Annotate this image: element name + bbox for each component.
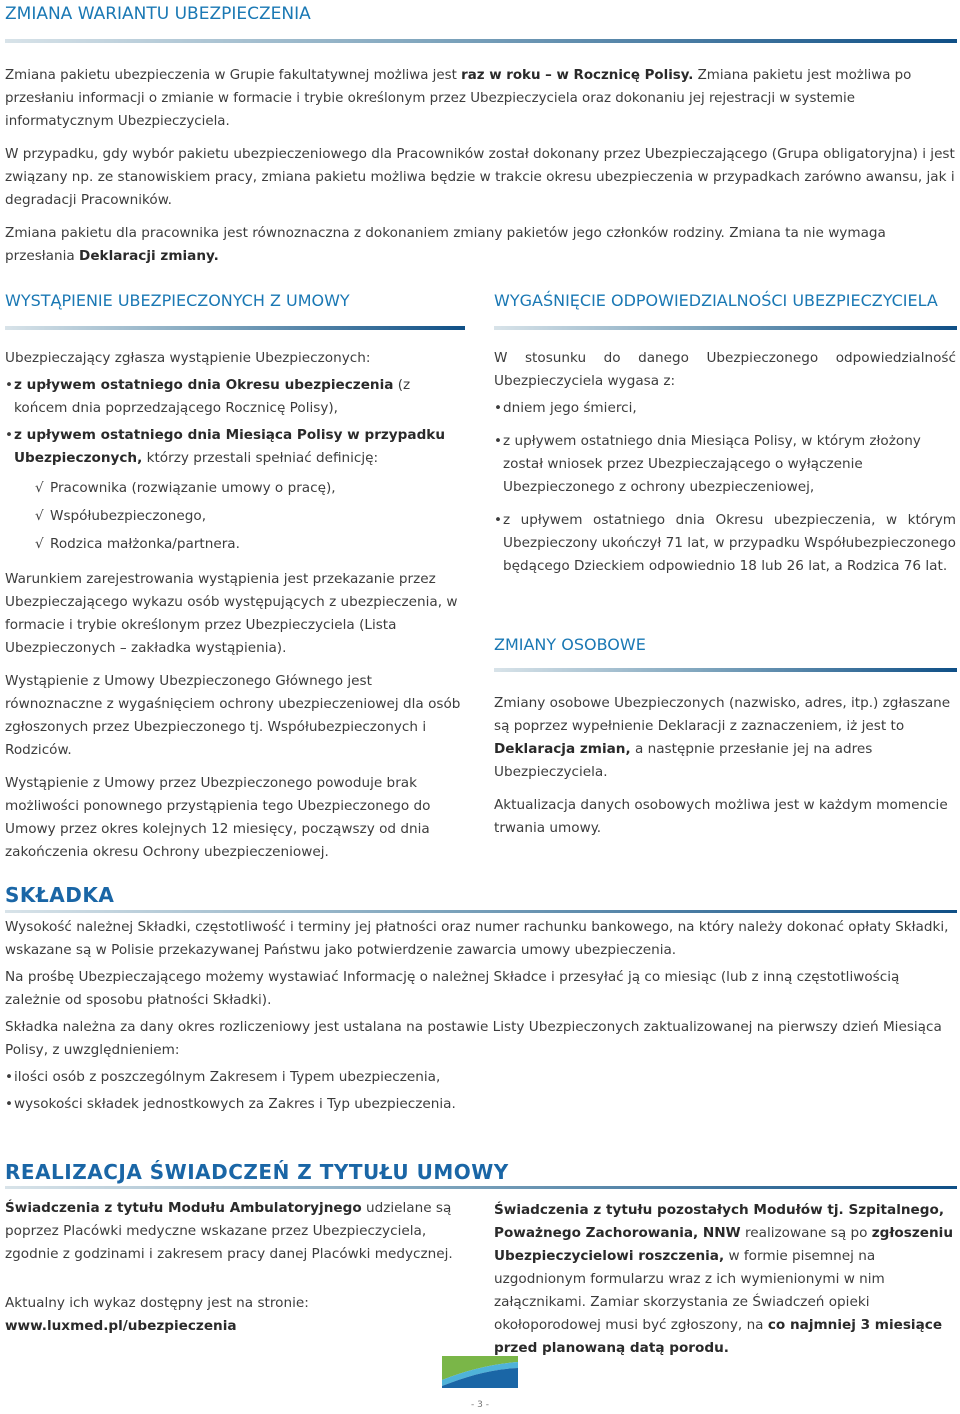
- check-item: √ Rodzica małżonka/partnera.: [35, 530, 467, 558]
- list-item: • wysokości składek jednostkowych za Zakres i Typ ubezpieczenia.: [5, 1093, 955, 1116]
- list-item: • z upływem ostatniego dnia Miesiąca Polisy, w którym złożony został wniosek przez Ubezpieczającego o wyłączenie Ubezpieczonego z ochrony ubezpieczeniowej,: [494, 430, 956, 499]
- benefits-link[interactable]: www.luxmed.pl/ubezpieczenia: [5, 1318, 237, 1334]
- exit-text: [5, 347, 467, 864]
- premium-list: [5, 1066, 955, 1116]
- list-item: • z upływem ostatniego dnia Okresu ubezpieczenia (z końcem dnia poprzedzającego Rocznicę Polisy),: [5, 374, 467, 420]
- check-item: √ Współubezpieczonego,: [35, 502, 467, 530]
- exit-main-insured: Wystąpienie z Umowy Ubezpieczonego Głównego jest równoznaczne z wygaśnięciem ochrony ubezpieczeniowej dla osób zgłoszonych przez Ubezpieczonego tj. Współubezpieczonych i Rodziców.: [5, 673, 461, 758]
- list-item: • dniem jego śmierci,: [494, 397, 956, 420]
- list-item: • ilości osób z poszczególnym Zakresem i Typem ubezpieczenia,: [5, 1066, 955, 1089]
- section-title-exit: WYSTĄPIENIE UBEZPIECZONYCH Z UMOWY: [5, 291, 350, 310]
- section-divider: [494, 326, 957, 330]
- personal-text: [494, 692, 956, 840]
- list-item: • z upływem ostatniego dnia Okresu ubezpieczenia, w którym Ubezpieczony ukończył 71 lat, w przypadku Współubezpieczonego będącego Dzieckiem odpowiednio 18 lub 26 lat, a Rodzica 76 lat.: [494, 509, 956, 578]
- premium-paragraph-1: Wysokość należnej Składki, częstotliwość i terminy jej płatności oraz numer rachunku bankowego, na który należy dokonać opłaty Składki, wskazane są w Polisie przekazywanej Państwu jako potwierdzenie zawarcia umowy ubezpieczenia.: [5, 919, 949, 958]
- variant-paragraph-2: W przypadku, gdy wybór pakietu ubezpieczeniowego dla Pracowników został dokonany przez Ubezpieczającego (Grupa obligatoryjna) i jest związany np. ze stanowiskiem pracy, zmiana pakietu możliwa będzie w trakcie okresu ubezpieczenia w przypadkach zarówno awansu, jak i degradacji Pracowników.: [5, 146, 955, 208]
- check-item: √ Pracownika (rozwiązanie umowy o pracę),: [35, 474, 467, 502]
- premium-paragraph-3: Składka należna za dany okres rozliczeniowy jest ustalana na postawie Listy Ubezpieczonych zaktualizowanej na pierwszy dzień Miesiąca Polisy, z uwzględnieniem:: [5, 1019, 942, 1058]
- benefits-ambulatory: Świadczenia z tytułu Modułu Ambulatoryjnego udzielane są poprzez Placówki medyczne wskazane przez Ubezpieczyciela, zgodnie z godzinami i zakresem pracy danej Placówki medycznej.: [5, 1200, 453, 1262]
- personal-paragraph-2: Aktualizacja danych osobowych możliwa jest w każdym momencie trwania umowy.: [494, 797, 948, 836]
- benefits-right: [494, 1199, 956, 1360]
- section-title-personal: ZMIANY OSOBOWE: [494, 635, 646, 654]
- section-title-benefits: REALIZACJA ŚWIADCZEŃ Z TYTUŁU UMOWY: [5, 1160, 509, 1184]
- section-divider: [5, 326, 465, 330]
- premium-text: [5, 916, 955, 1116]
- section-title-variant: ZMIANA WARIANTU UBEZPIECZENIA: [5, 4, 311, 24]
- luxmed-logo-icon: [442, 1356, 518, 1388]
- exit-rejoin-block: Wystąpienie z Umowy przez Ubezpieczonego powoduje brak możliwości ponownego przystąpienia tego Ubezpieczonego do Umowy przez okres kolejnych 12 miesięcy, począwszy od dnia zakończenia okresu Ochrony ubezpieczeniowej.: [5, 775, 431, 860]
- exit-intro: Ubezpieczający zgłasza wystąpienie Ubezpieczonych:: [5, 350, 371, 366]
- benefits-list-info: Aktualny ich wykaz dostępny jest na stronie:: [5, 1295, 309, 1311]
- exit-list: [5, 374, 467, 470]
- benefits-other-modules: Świadczenia z tytułu pozostałych Modułów tj. Szpitalnego, Poważnego Zachorowania, NNW realizowane są po zgłoszeniu Ubezpieczycielowi roszczenia, w formie pisemnej na uzgodnionym formularzu wraz z ich wymienionymi w nim załącznikami. Zamiar skorzystania ze Świadczeń opieki okołoporodowej musi być zgłoszony, na co najmniej 3 miesiące przed planowaną datą porodu.: [494, 1202, 954, 1356]
- personal-paragraph-1: Zmiany osobowe Ubezpieczonych (nazwisko, adres, itp.) zgłaszane są poprzez wypełnienie Deklaracji z zaznaczeniem, iż jest to Deklaracja zmian, a następnie przesłanie jej na adres Ubezpieczyciela.: [494, 695, 951, 780]
- expiry-text: [494, 347, 956, 578]
- section-title-premium: SKŁADKA: [5, 883, 115, 907]
- expiry-intro: W stosunku do danego Ubezpieczonego odpowiedzialność Ubezpieczyciela wygasa z:: [494, 350, 956, 389]
- exit-check-list: [5, 474, 467, 558]
- list-item: • z upływem ostatniego dnia Miesiąca Polisy w przypadku Ubezpieczonych, którzy przestali spełniać definicję:: [5, 424, 467, 470]
- variant-text: [5, 64, 955, 268]
- expiry-list: [494, 397, 956, 578]
- variant-paragraph-1: Zmiana pakietu ubezpieczenia w Grupie fakultatywnej możliwa jest raz w roku – w Rocznicę Polisy. Zmiana pakietu jest możliwa po przesłaniu informacji o zmianie w formacie i trybie określonym przez Ubezpieczyciela oraz dokonaniu jej rejestracji w systemie informatycznym Ubezpieczyciela.: [5, 68, 912, 129]
- premium-paragraph-2: Na prośbę Ubezpieczającego możemy wystawiać Informację o należnej Składce i przesyłać ją co miesiąc (lub z inną częstotliwością zależnie od sposobu płatności Składki).: [5, 969, 900, 1008]
- benefits-left: [5, 1197, 467, 1338]
- exit-registration: Warunkiem zarejestrowania wystąpienia jest przekazanie przez Ubezpieczającego wykazu osób występujących z ubezpieczenia, w formacie i trybie określonym przez Ubezpieczyciela (Lista Ubezpieczonych – zakładka wystąpienia).: [5, 571, 458, 656]
- section-divider: [494, 668, 957, 672]
- section-title-expiry: WYGAŚNIĘCIE ODPOWIEDZIALNOŚCI UBEZPIECZYCIELA: [494, 291, 938, 310]
- variant-paragraph-3: Zmiana pakietu dla pracownika jest równoznaczna z dokonaniem zmiany pakietów jego członków rodziny. Zmiana ta nie wymaga przesłania Deklaracji zmiany.: [5, 225, 886, 264]
- section-divider: [5, 910, 957, 913]
- section-divider: [5, 1186, 957, 1189]
- page-number: - 3 -: [471, 1400, 489, 1410]
- section-divider: [5, 39, 957, 43]
